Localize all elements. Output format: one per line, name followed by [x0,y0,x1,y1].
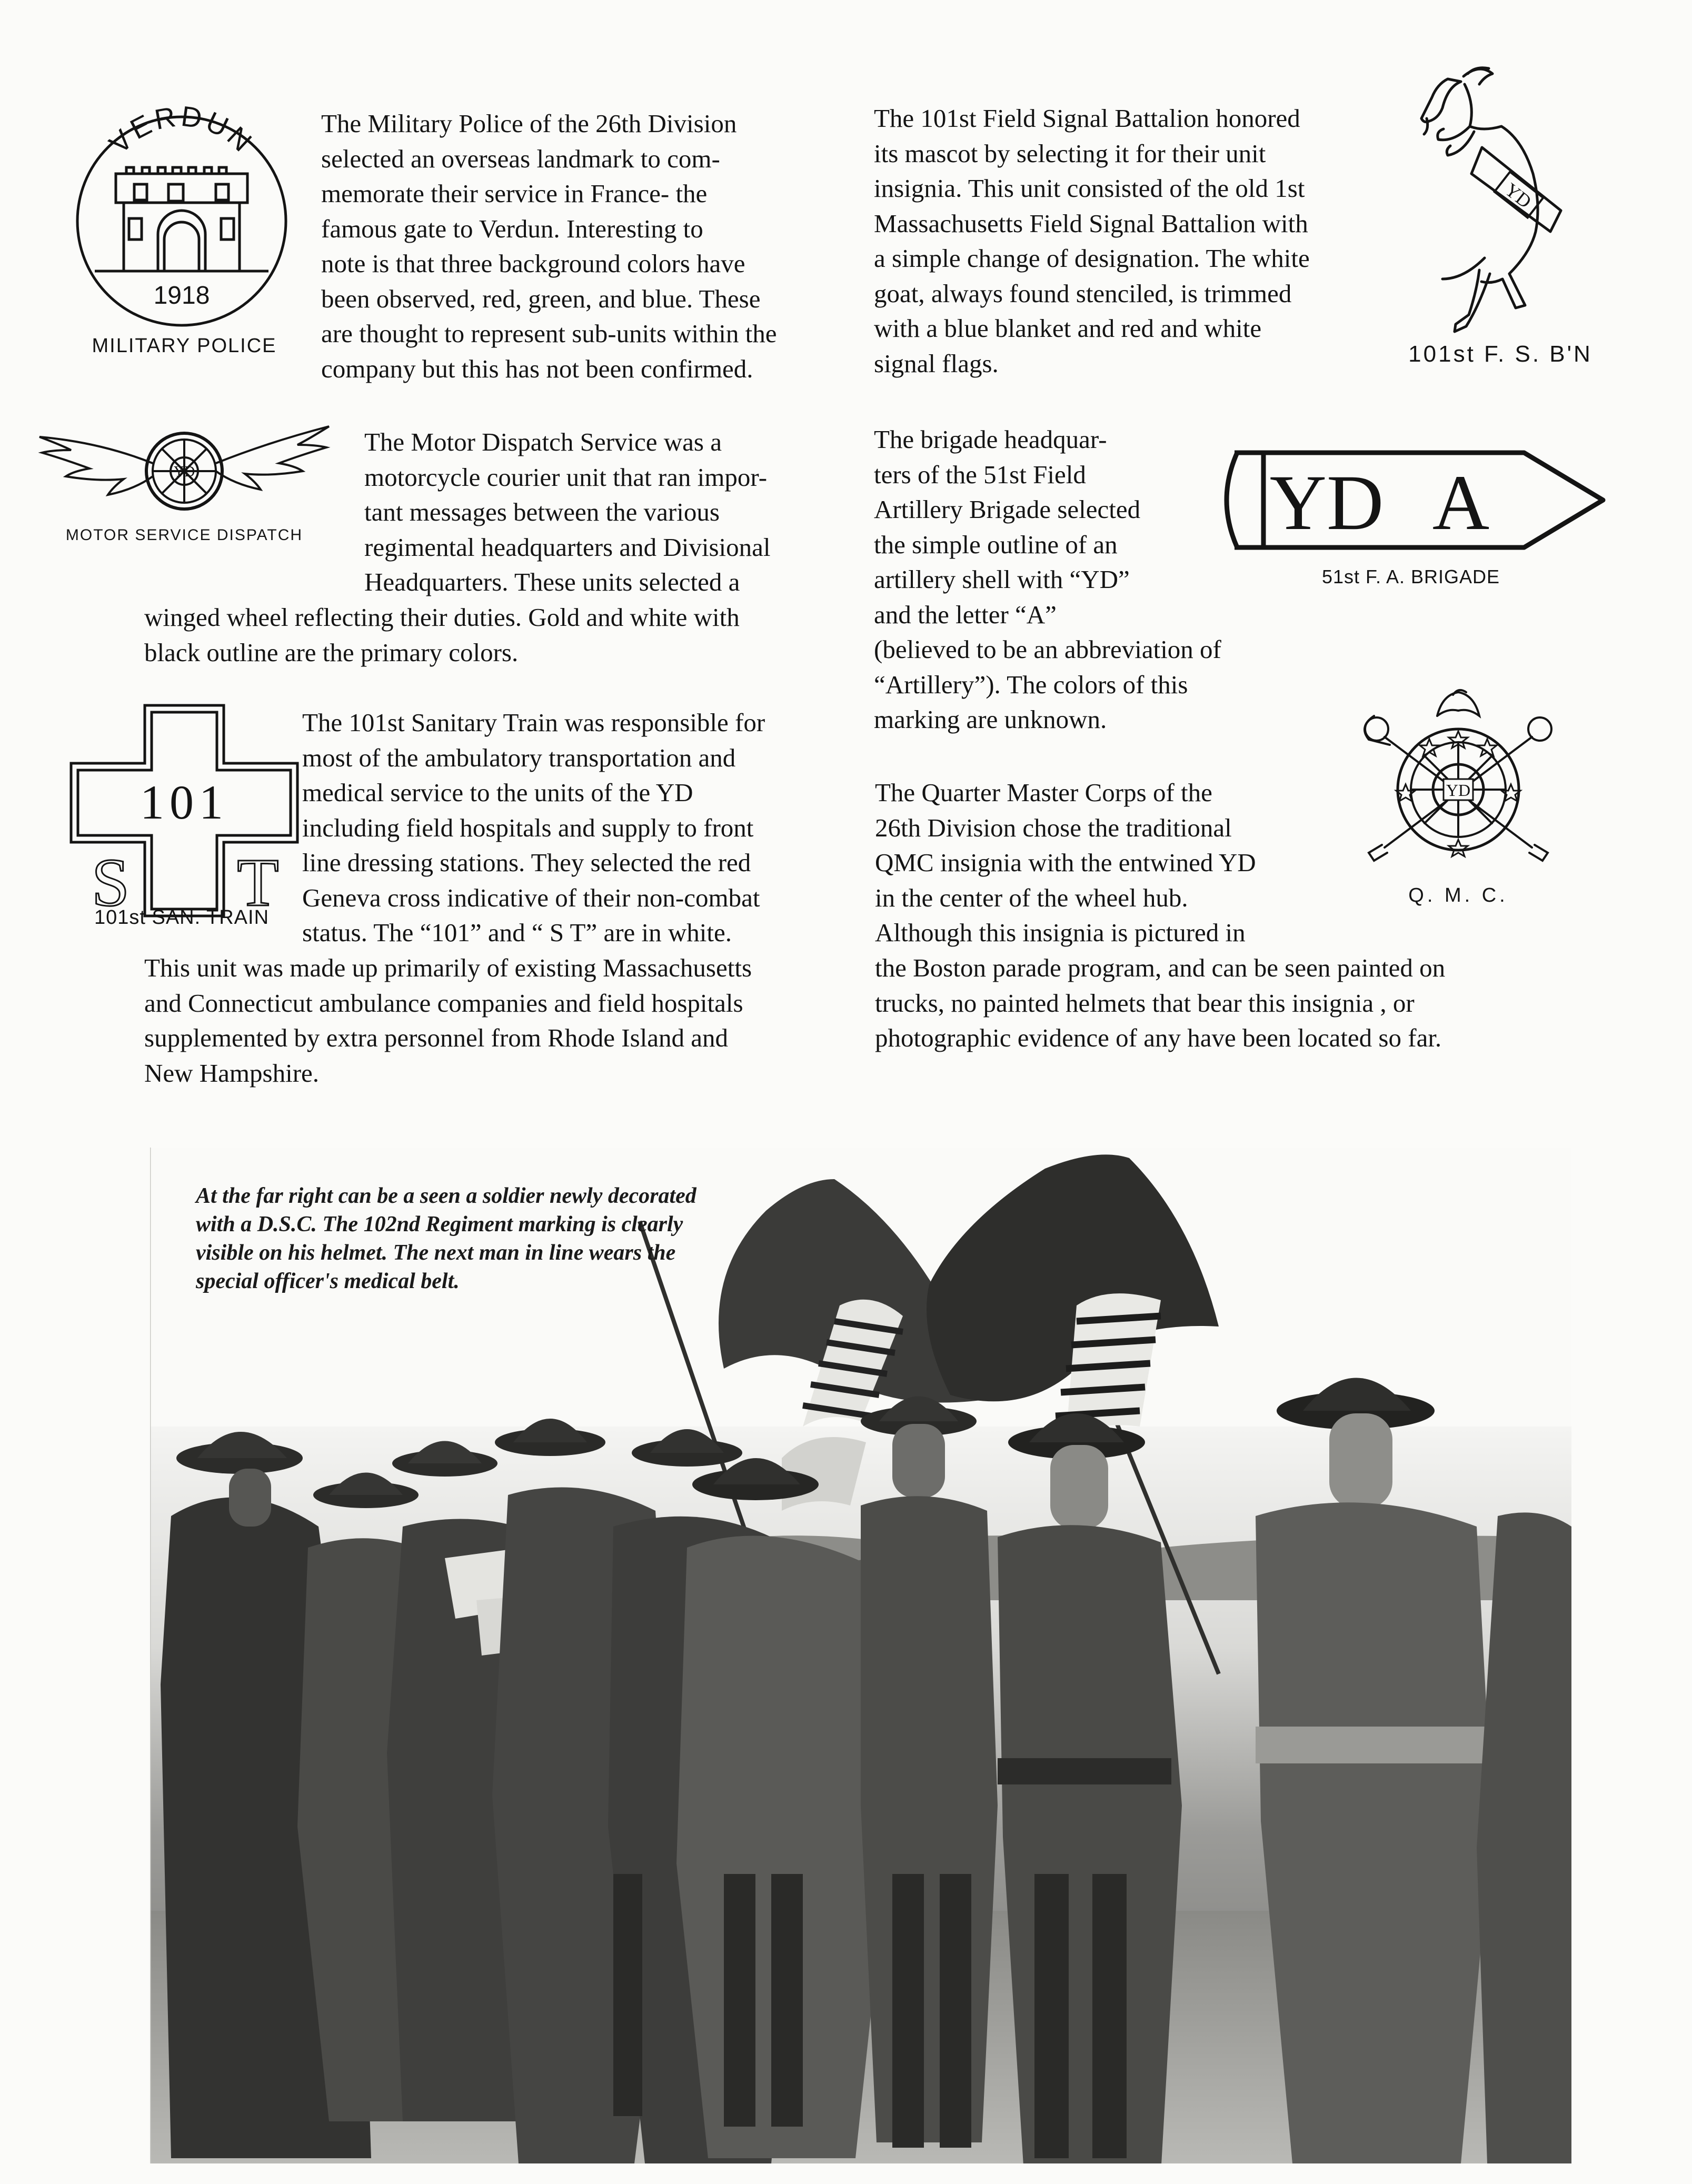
svg-text:YD: YD [173,464,195,480]
svg-text:S: S [91,845,130,921]
svg-text:YD: YD [1269,459,1384,546]
goat-insignia [1406,53,1579,353]
sanitary-train-caption: 101st SAN. TRAIN [94,906,270,929]
svg-text:1918: 1918 [153,282,210,310]
motor-dispatch-text-indented: The Motor Dispatch Service was a motorcycle courier unit that ran impor- tant messages between the various regimental headquarters and Divisional Headquarters. These units selected a [364,427,771,596]
artillery-shell-insignia [1208,442,1614,563]
qmc-text-narrow: The Quarter Master Corps of the 26th Division chose the traditional QMC insignia with the entwined YD in the center of the wheel hub. Although this insignia is pictured in [875,778,1256,947]
military-police-caption: MILITARY POLICE [92,335,277,357]
military-police-text: The Military Police of the 26th Division selected an overseas landmark to com- memorate their service in France- the famous gate to Verdun. Interesting to note is that three background colors have been observed, red, green, and blue. These are thought to represent sub-units within the company but this has not been confirmed. [321,109,777,383]
artillery-text: The brigade headquar- ters of the 51st Field Artillery Brigade selected the simple outline of an artillery shell with “YD” and the letter “A” (believed to be an abbreviation of “Artillery”). The colors of this marking are unknown. [874,425,1221,734]
winged-wheel-insignia [32,413,337,524]
svg-text:YD: YD [1500,178,1536,213]
qmc-wheel-insignia [1353,679,1564,890]
field-signal-caption: 101st F. S. B'N [1408,341,1593,367]
field-signal-text: The 101st Field Signal Battalion honored its mascot by selecting it for their unit insignia. This unit consisted of the old 1st Massachusetts Field Signal Battalion with a simple change of designation. The white goat, always found stenciled, is trimmed with a blue blanket and red and white signal flags. [874,104,1310,378]
parade-photo [150,1148,1571,2163]
sanitary-train-text-full: This unit was made up primarily of existing Massachusetts and Connecticut ambulance companies and field hospitals supplemented by extra personnel from Rhode Island and New Hampshire. [144,953,752,1088]
svg-text:VERDUN: VERDUN [103,100,260,160]
sanitary-train-text-indented: The 101st Sanitary Train was responsible for most of the ambulatory transportation and medical service to the units of the YD including field hospitals and supply to front line dressing stations. They selected the red Geneva cross indicative of their non-combat status. The “101” and “ S T” are in white. [302,708,765,947]
qmc-caption: Q. M. C. [1408,884,1508,906]
verdun-gate-insignia [74,100,290,329]
photo-caption: At the far right can be a seen a soldier newly decorated with a D.S.C. The 102nd Regiment marking is clearly visible on his helmet. The next man in line wears the special officer's medical belt. [196,1184,696,1293]
soldiers-decoration-image [150,1148,1571,2163]
svg-text:101: 101 [140,775,228,829]
geneva-cross-insignia [68,703,300,919]
qmc-text-full: the Boston parade program, and can be seen painted on trucks, no painted helmets that bear this insignia , or photographic evidence of any have been located so far. [875,953,1446,1052]
motor-dispatch-caption: MOTOR SERVICE DISPATCH [65,526,303,544]
artillery-caption: 51st F. A. BRIGADE [1321,566,1500,587]
svg-text:T: T [237,845,279,921]
motor-dispatch-text-full: winged wheel reflecting their duties. Gold and white with black outline are the primary colors. [144,603,740,667]
svg-text:YD: YD [1446,781,1471,800]
svg-text:A: A [1432,459,1490,546]
